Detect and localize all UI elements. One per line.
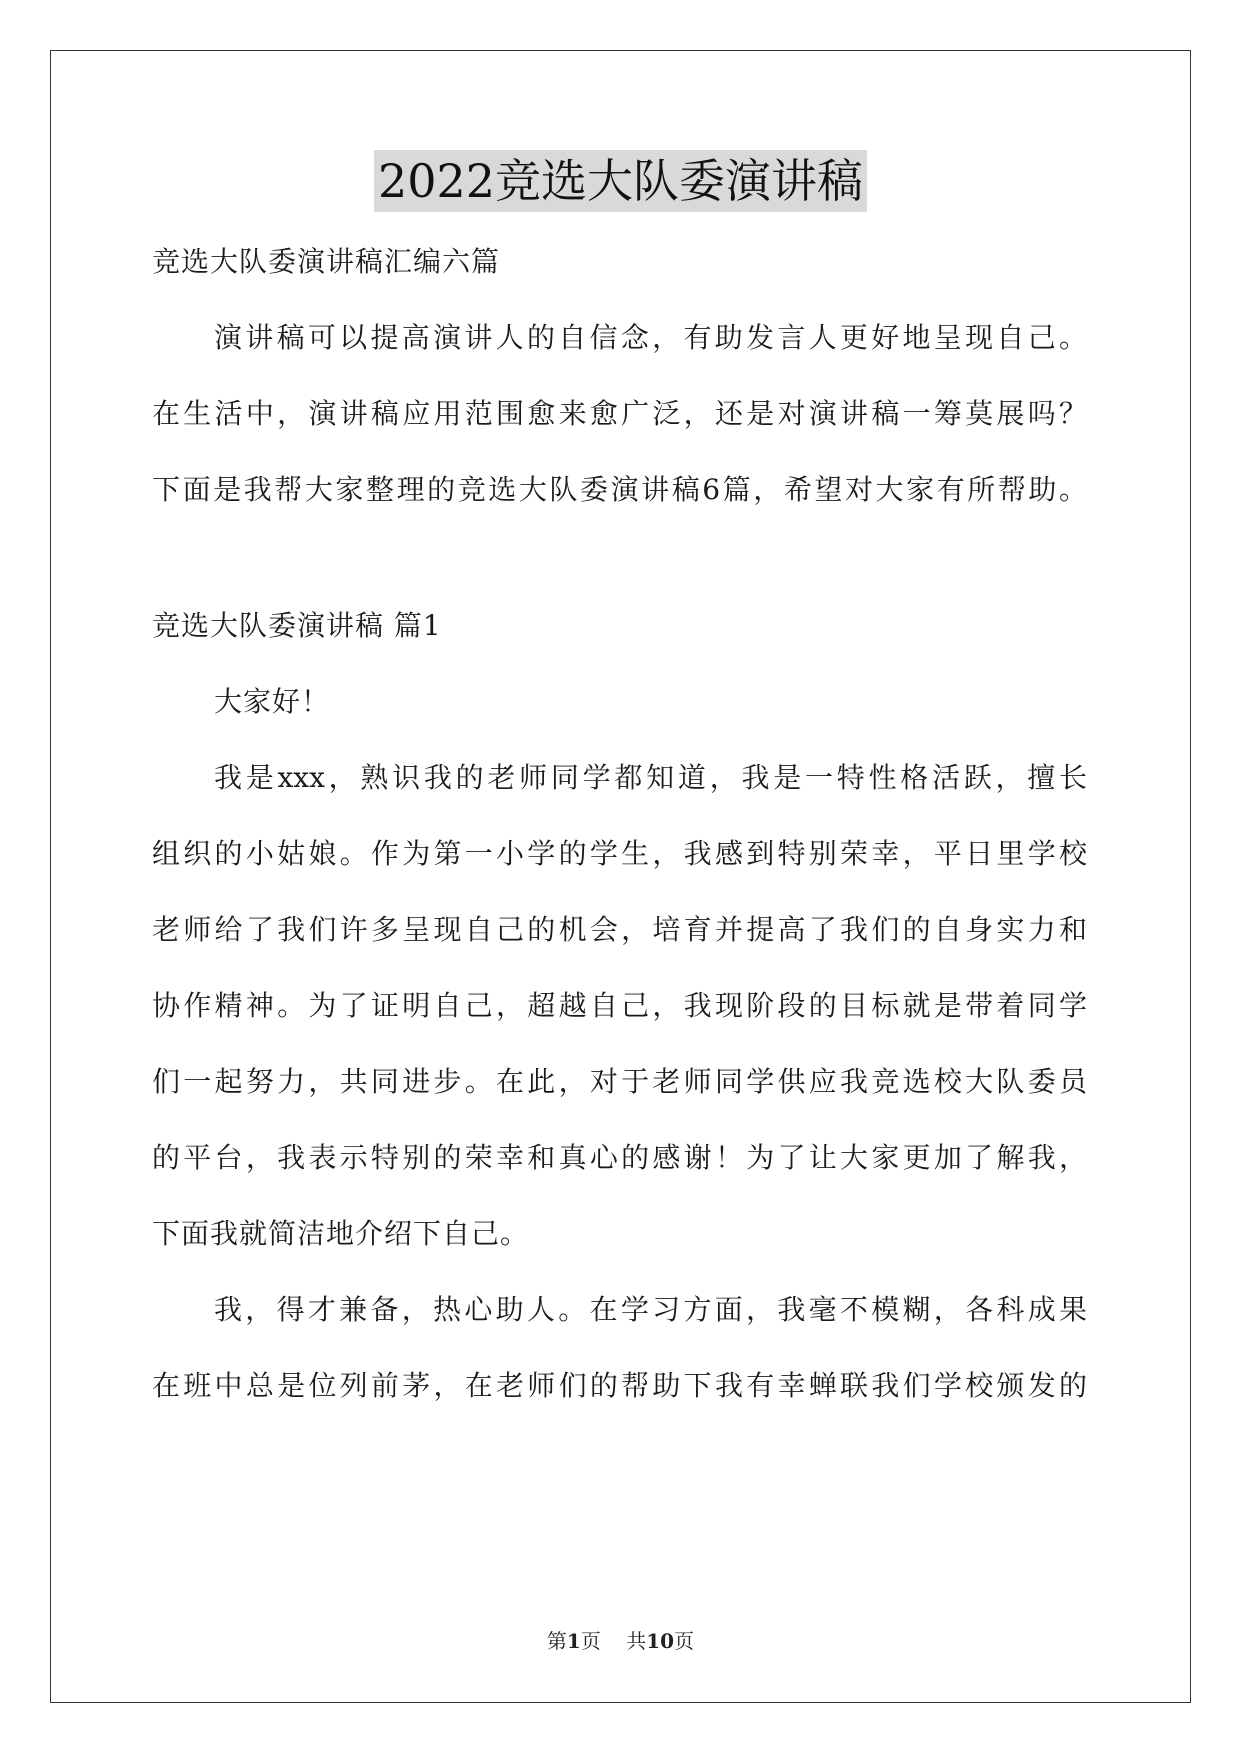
document-title xyxy=(0,150,1241,212)
footer-page-number: 1 xyxy=(566,1629,581,1653)
paragraph-1-line-1: 我是xxx，熟识我的老师同学都知道，我是一特性格活跃，擅长 xyxy=(214,761,1087,794)
document-title-text: 2022竞选大队委演讲稿 xyxy=(374,150,867,212)
footer-page-suffix: 页 xyxy=(580,1629,601,1653)
footer-total-prefix: 共 xyxy=(626,1629,647,1653)
intro-line-3: 下面是我帮大家整理的竞选大队委演讲稿6篇，希望对大家有所帮助。 xyxy=(152,473,1087,506)
section-heading: 竞选大队委演讲稿 篇1 xyxy=(152,609,442,642)
footer-total-suffix: 页 xyxy=(674,1629,695,1653)
paragraph-1-line-3: 老师给了我们许多呈现自己的机会，培育并提高了我们的自身实力和 xyxy=(152,913,1087,946)
greeting: 大家好！ xyxy=(214,685,331,718)
document-subtitle: 竞选大队委演讲稿汇编六篇 xyxy=(152,245,501,278)
paragraph-1-line-5: 们一起努力，共同进步。在此，对于老师同学供应我竞选校大队委员 xyxy=(152,1065,1087,1098)
page-footer xyxy=(0,1627,1241,1655)
paragraph-1-line-7: 下面我就简洁地介绍下自己。 xyxy=(152,1217,530,1250)
paragraph-2-line-2: 在班中总是位列前茅，在老师们的帮助下我有幸蝉联我们学校颁发的 xyxy=(152,1369,1087,1402)
paragraph-1-line-4: 协作精神。为了证明自己，超越自己，我现阶段的目标就是带着同学 xyxy=(152,989,1087,1022)
paragraph-1-line-6: 的平台，我表示特别的荣幸和真心的感谢！为了让大家更加了解我， xyxy=(152,1141,1087,1174)
intro-line-2: 在生活中，演讲稿应用范围愈来愈广泛，还是对演讲稿一筹莫展吗？ xyxy=(152,397,1087,430)
footer-total-pages: 10 xyxy=(646,1629,675,1653)
footer-page-prefix: 第 xyxy=(546,1629,567,1653)
paragraph-2-line-1: 我，得才兼备，热心助人。在学习方面，我毫不模糊，各科成果 xyxy=(214,1293,1087,1326)
paragraph-1-line-2: 组织的小姑娘。作为第一小学的学生，我感到特别荣幸，平日里学校 xyxy=(152,837,1087,870)
intro-line-1: 演讲稿可以提高演讲人的自信念，有助发言人更好地呈现自己。 xyxy=(214,321,1087,354)
page-border xyxy=(50,50,1191,1703)
